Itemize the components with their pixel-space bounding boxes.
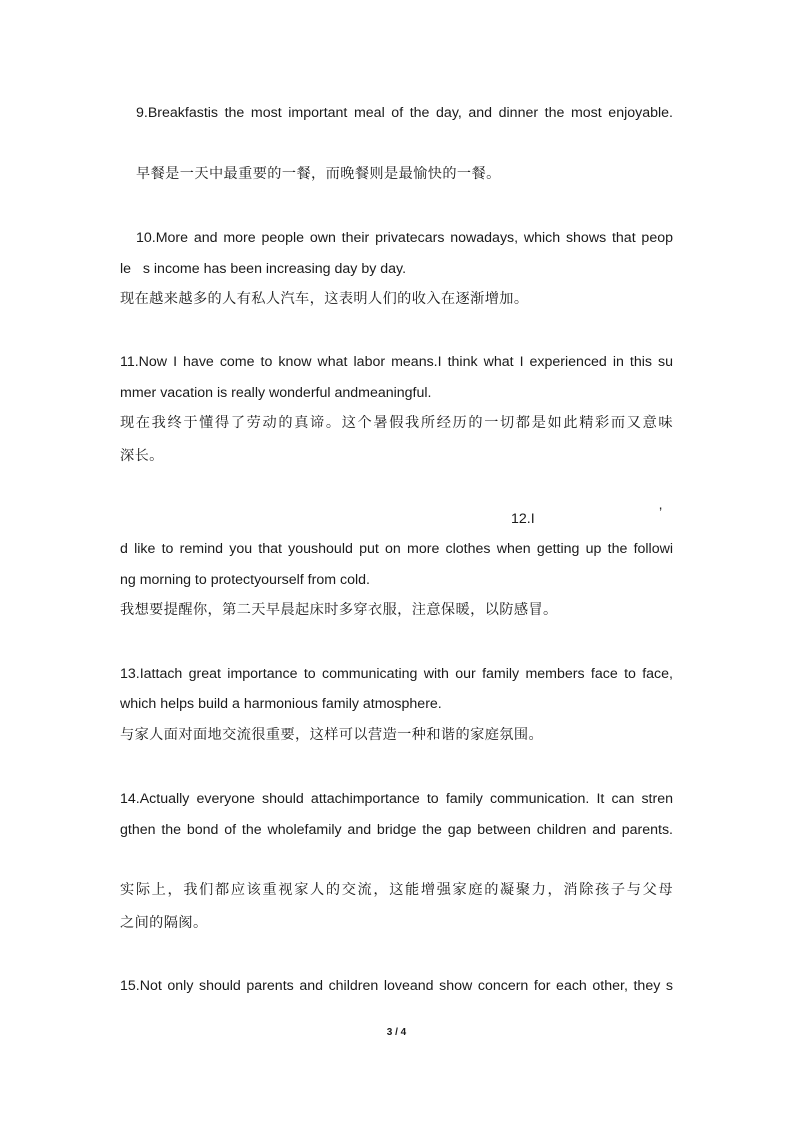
sentence-10-chinese: 现在越来越多的人有私人汽车，这表明人们的收入在逐渐增加。 (120, 291, 529, 307)
sentence-12-chinese: 我想要提醒你，第二天早晨起床时多穿衣服，注意保暖，以防感冒。 (120, 602, 558, 618)
sentence-14-chinese-line-2: 之间的隔阂。 (120, 915, 208, 931)
sentence-13-english-line-1: 13.Iattach great importance to communicating with our family members face to face, (120, 666, 673, 682)
sentence-10-english-line-1: 10.More and more people own their privatecars nowadays, which shows that peop (136, 230, 673, 246)
sentence-11-english-line-2: mmer vacation is really wonderful andmeaningful. (120, 385, 432, 401)
sentence-9-english: 9.Breakfastis the most important meal of the day, and dinner the most enjoyable. (136, 105, 673, 121)
sentence-12-english-line-1: d like to remind you that youshould put on more clothes when getting up the followi (120, 541, 673, 557)
sentence-12-english-line-2: ng morning to protectyourself from cold. (120, 572, 370, 588)
sentence-9-chinese: 早餐是一天中最重要的一餐，而晚餐则是最愉快的一餐。 (136, 166, 501, 182)
sentence-11-chinese-line-2: 深长。 (120, 448, 164, 464)
sentence-11-english-line-1: 11.Now I have come to know what labor means.I think what I experienced in this su (120, 354, 673, 370)
sentence-14-english-line-1: 14.Actually everyone should attachimportance to family communication. It can stren (120, 791, 673, 807)
sentence-15-english-line-1: 15.Not only should parents and children loveand show concern for each other, they s (120, 978, 673, 994)
sentence-12-number: 12.I (511, 511, 535, 527)
sentence-13-chinese: 与家人面对面地交流很重要，这样可以营造一种和谐的家庭氛围。 (120, 727, 544, 743)
sentence-14-chinese-line-1: 实际上，我们都应该重视家人的交流，这能增强家庭的凝聚力，消除孩子与父母 (120, 882, 673, 898)
sentence-11-chinese-line-1: 现在我终于懂得了劳动的真谛。这个暑假我所经历的一切都是如此精彩而又意味 (120, 415, 673, 431)
page-number: 3 / 4 (386, 1027, 407, 1038)
sentence-10-english-line-2: le s income has been increasing day by day. (120, 261, 407, 277)
sentence-13-english-line-2: which helps build a harmonious family atmosphere. (120, 696, 442, 712)
sentence-12-apostrophe: ’ (659, 505, 663, 521)
sentence-14-english-line-2: gthen the bond of the wholefamily and bridge the gap between children and parents. (120, 822, 673, 838)
